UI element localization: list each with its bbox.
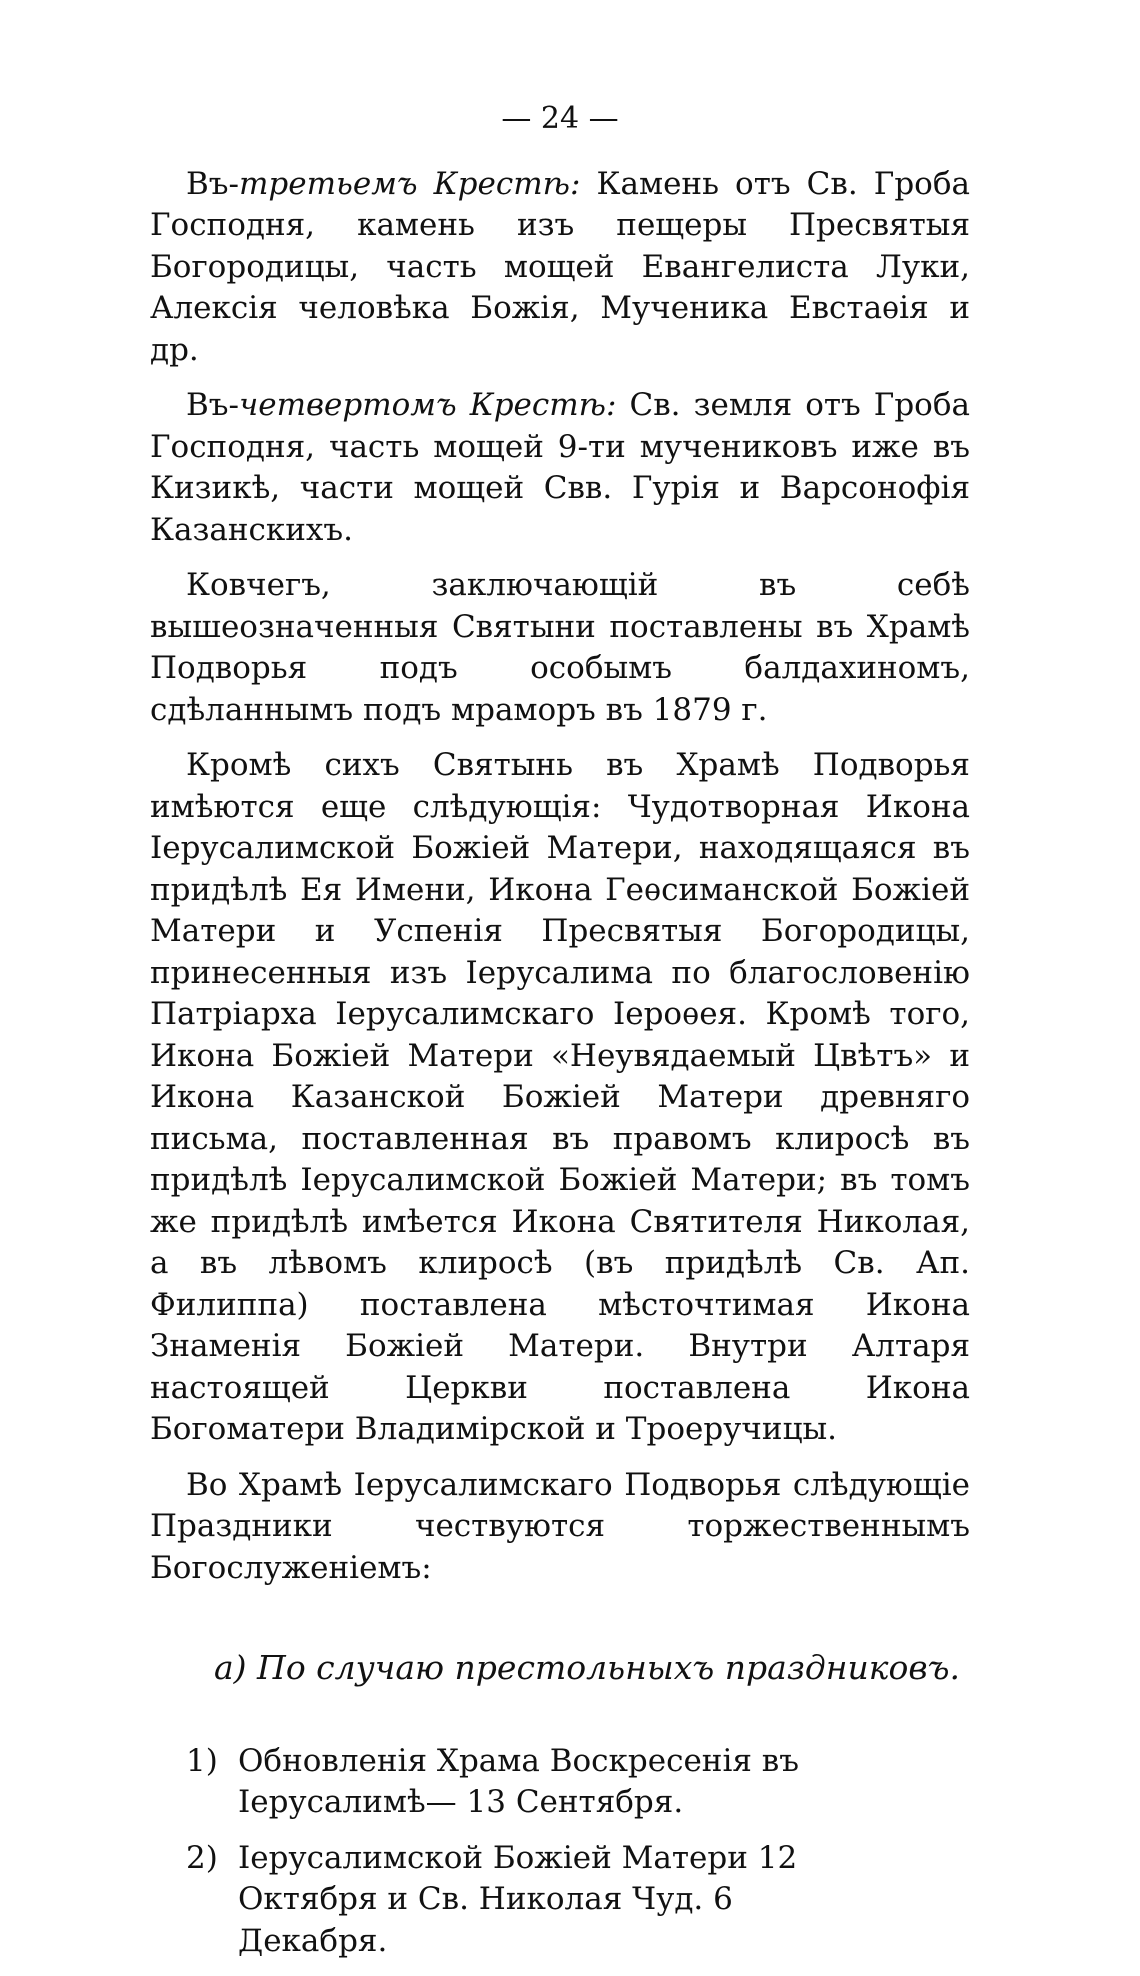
paragraph-lead: Въ- bbox=[186, 387, 239, 423]
paragraph-lead-italic: третьемъ Крестѣ: bbox=[238, 165, 581, 202]
list-number: 1) bbox=[186, 1742, 218, 1779]
paragraph-body: Св. земля отъ Гроба Господня, часть мощей 9-ти мучениковъ иже въ Кизикѣ, части мощей Свв. Гурія и Варсонофія Казанскихъ. bbox=[150, 387, 970, 548]
list-item bbox=[150, 1741, 970, 1824]
paragraph-third-cross bbox=[150, 164, 970, 372]
section-heading: а) По случаю престольныхъ праздниковъ. bbox=[214, 1648, 961, 1687]
page bbox=[150, 98, 970, 1976]
paragraph-feasts-intro: Во Храмѣ Іерусалимскаго Подворья слѣдующіе Праздники чествуются торжественнымъ Богослуженіемъ: bbox=[150, 1466, 970, 1586]
paragraph-lead-italic: четвертомъ Крестѣ: bbox=[238, 387, 617, 423]
paragraph-body: Камень отъ Св. Гроба Господня, камень изъ пещеры Пресвятыя Богородицы, часть мощей Евангелиста Луки, Алексія человѣка Божія, Мученика Евстаѳія и др. bbox=[150, 165, 970, 368]
paragraph-lead: Въ- bbox=[186, 165, 239, 202]
paragraph-fourth-cross bbox=[150, 385, 970, 551]
paragraph-reliquary: Ковчегъ, заключающій въ себѣ вышеозначенныя Святыни поставлены въ Храмѣ Подворья подъ особымъ балдахиномъ, сдѣланнымъ подъ мраморъ въ 1879 г. bbox=[150, 567, 970, 728]
list-text: Іерусалимской Божіей Матери 12 Октября и Св. Николая Чуд. 6 Декабря. bbox=[238, 1839, 798, 1959]
list-item bbox=[150, 1838, 970, 1963]
paragraph-icons: Кромѣ сихъ Святынь въ Храмѣ Подворья имѣются еще слѣдующія: Чудотворная Икона Іерусалимской Божіей Матери, находящаяся въ придѣлѣ Ея Имени, Икона Геѳсиманской Божіей Матери и Успенія Пресвятыя Богородицы, принесенныя изъ Іерусалима по благословенію Патріарха Іерусалимскаго Іероѳея. Кромѣ того, Икона Божіей Матери «Неувядаемый Цвѣтъ» и Икона Казанской Божіей Матери древняго письма, поставленная въ правомъ клиросѣ въ придѣлѣ Іерусалимской Божіей Матери; въ томъ же придѣлѣ имѣется Икона Святителя Николая, а въ лѣвомъ клиросѣ (въ придѣлѣ Св. Ап. Филиппа) поставлена мѣсточтимая Икона Знаменія Божіей Матери. Внутри Алтаря настоящей Церкви поставлена Икона Богоматери Владимірской и Троеручицы. bbox=[150, 747, 970, 1447]
page-number: — 24 — bbox=[501, 101, 619, 136]
list-text: Обновленія Храма Воскресенія въ Іерусалимѣ— 13 Сентября. bbox=[238, 1742, 799, 1820]
list-number: 2) bbox=[186, 1839, 218, 1876]
